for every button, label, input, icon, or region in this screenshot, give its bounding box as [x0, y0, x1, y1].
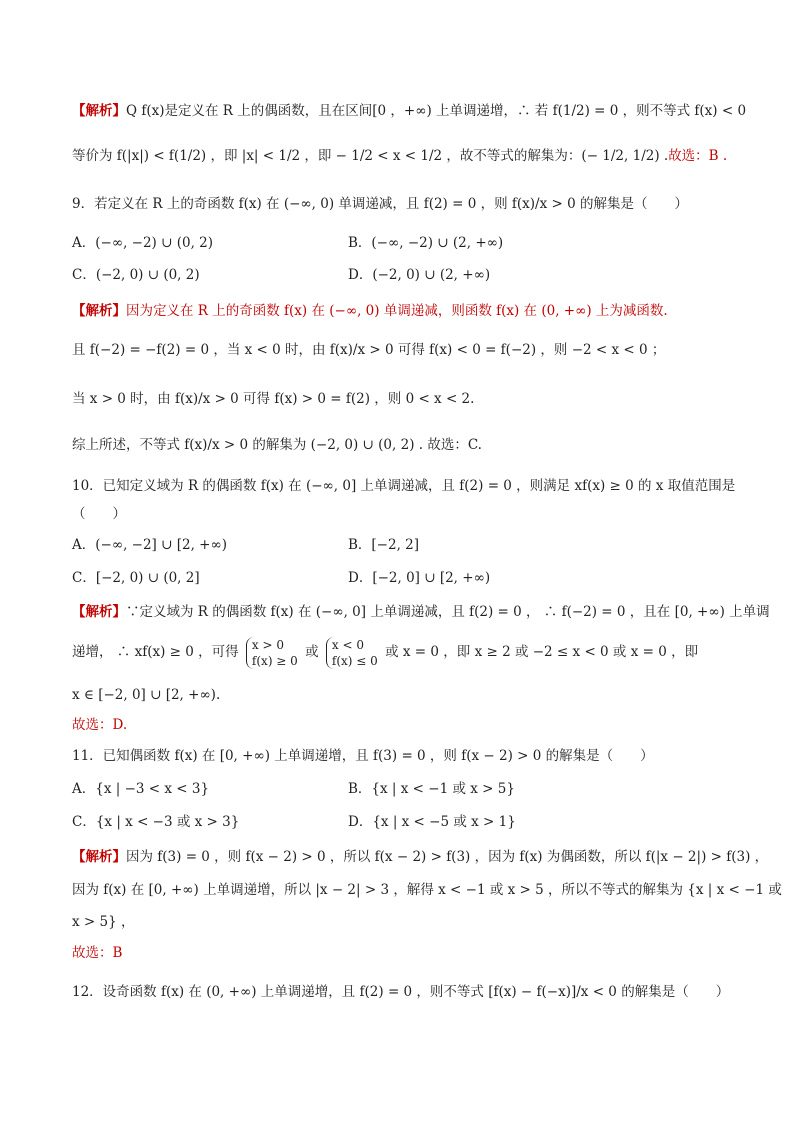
inequality-system-2: x < 0 f(x) ≤ 0: [326, 637, 378, 669]
q10-analysis-line3: x ∈ [−2, 0] ∪ [2, +∞).: [72, 687, 221, 703]
q11-option-b: B．{x | x < −1 或 x > 5}: [348, 781, 515, 797]
q10-answer: 故选：D.: [72, 717, 128, 733]
q10-stem-line1: 10．已知定义域为 R 的偶函数 f(x) 在 (−∞, 0] 上单调递减，且 f(2) = 0 ，则满足 xf(x) ≥ 0 的 x 取值范围是: [72, 478, 736, 494]
q10-option-a: A．(−∞, −2] ∪ [2, +∞): [72, 537, 227, 553]
q8-analysis-line1: 【解析】Q f(x)是定义在 R 上的偶函数，且在区间[0 ，+∞) 上单调递增，∴ 若 f(1/2) = 0 ，则不等式 f(x) < 0: [72, 103, 747, 119]
analysis-tag: 【解析】: [72, 103, 126, 119]
q9-analysis-line2: 且 f(−2) = −f(2) = 0 ，当 x < 0 时，由 f(x)/x > 0 可得 f(x) < 0 = f(−2) ，则 −2 < x < 0 ；: [72, 342, 666, 358]
q9-option-d: D．(−2, 0) ∪ (2, +∞): [348, 267, 491, 283]
q10-analysis-line2: 递增， ∴ xf(x) ≥ 0 ，可得 x > 0 f(x) ≥ 0 或 x < 0 f(x) ≤ 0 或 x = 0 ，即 x ≥ 2 或 −2 ≤ x < 0 或 x = 0 ，即: [72, 637, 699, 668]
q9-analysis-line4: 综上所述，不等式 f(x)/x > 0 的解集为 (−2, 0) ∪ (0, 2) . 故选：C.: [72, 437, 482, 453]
q11-option-a: A．{x | −3 < x < 3}: [72, 781, 210, 797]
q9-option-b: B．(−∞, −2) ∪ (2, +∞): [348, 235, 504, 251]
q11-option-d: D．{x | x < −5 或 x > 1}: [348, 814, 516, 830]
q11-analysis-line3: x > 5} ，: [72, 914, 135, 930]
inequality-system-1: x > 0 f(x) ≥ 0: [246, 637, 298, 669]
q11-stem: 11．已知偶函数 f(x) 在 [0, +∞) 上单调递增，且 f(3) = 0 ，则 f(x − 2) > 0 的解集是（ ）: [72, 748, 654, 764]
q10-option-d: D．[−2, 0] ∪ [2, +∞): [348, 570, 491, 586]
q9-analysis-line1: 【解析】因为定义在 R 上的奇函数 f(x) 在 (−∞, 0) 单调递减，则函数 f(x) 在 (0, +∞) 上为减函数.: [72, 303, 668, 319]
q11-option-c: C．{x | x < −3 或 x > 3}: [72, 814, 240, 830]
q10-analysis-line1: 【解析】∵定义域为 R 的偶函数 f(x) 在 (−∞, 0] 上单调递减，且 f(2) = 0 ， ∴ f(−2) = 0 ，且在 [0, +∞) 上单调: [72, 604, 770, 620]
q10-option-c: C．[−2, 0) ∪ (0, 2]: [72, 570, 200, 586]
q11-analysis-line1: 【解析】因为 f(3) = 0 ，则 f(x − 2) > 0 ，所以 f(x − 2) > f(3) ，因为 f(x) 为偶函数，所以 f(|x − 2|) > f(3) ，: [72, 849, 769, 865]
q10-option-b: B．[−2, 2]: [348, 537, 420, 553]
q10-stem-line2: （ ）: [72, 506, 126, 522]
answer-text: 故选：B .: [668, 148, 728, 164]
q9-analysis-line3: 当 x > 0 时，由 f(x)/x > 0 可得 f(x) > 0 = f(2) ，则 0 < x < 2.: [72, 391, 475, 407]
analysis-tag: 【解析】: [72, 849, 126, 865]
analysis-tag: 【解析】: [72, 303, 126, 319]
analysis-tag: 【解析】: [72, 604, 126, 620]
q11-analysis-line2: 因为 f(x) 在 [0, +∞) 上单调递增，所以 |x − 2| > 3 ，解得 x < −1 或 x > 5 ，所以不等式的解集为 {x | x < −1 或: [72, 882, 782, 898]
q9-option-c: C．(−2, 0) ∪ (0, 2): [72, 267, 200, 283]
q8-analysis-line2: 等价为 f(|x|) < f(1/2) ，即 |x| < 1/2 ，即 − 1/2 < x < 1/2 ，故不等式的解集为：(− 1/2, 1/2) .故选：B .: [72, 148, 728, 164]
q9-stem: 9．若定义在 R 上的奇函数 f(x) 在 (−∞, 0) 单调递减，且 f(2) = 0 ，则 f(x)/x > 0 的解集是（ ）: [72, 196, 688, 212]
q12-stem: 12．设奇函数 f(x) 在 (0, +∞) 上单调递增，且 f(2) = 0 ，则不等式 [f(x) − f(−x)]/x < 0 的解集是（ ）: [72, 984, 730, 1000]
q9-option-a: A．(−∞, −2) ∪ (0, 2): [72, 235, 214, 251]
q11-answer: 故选：B: [72, 945, 123, 961]
